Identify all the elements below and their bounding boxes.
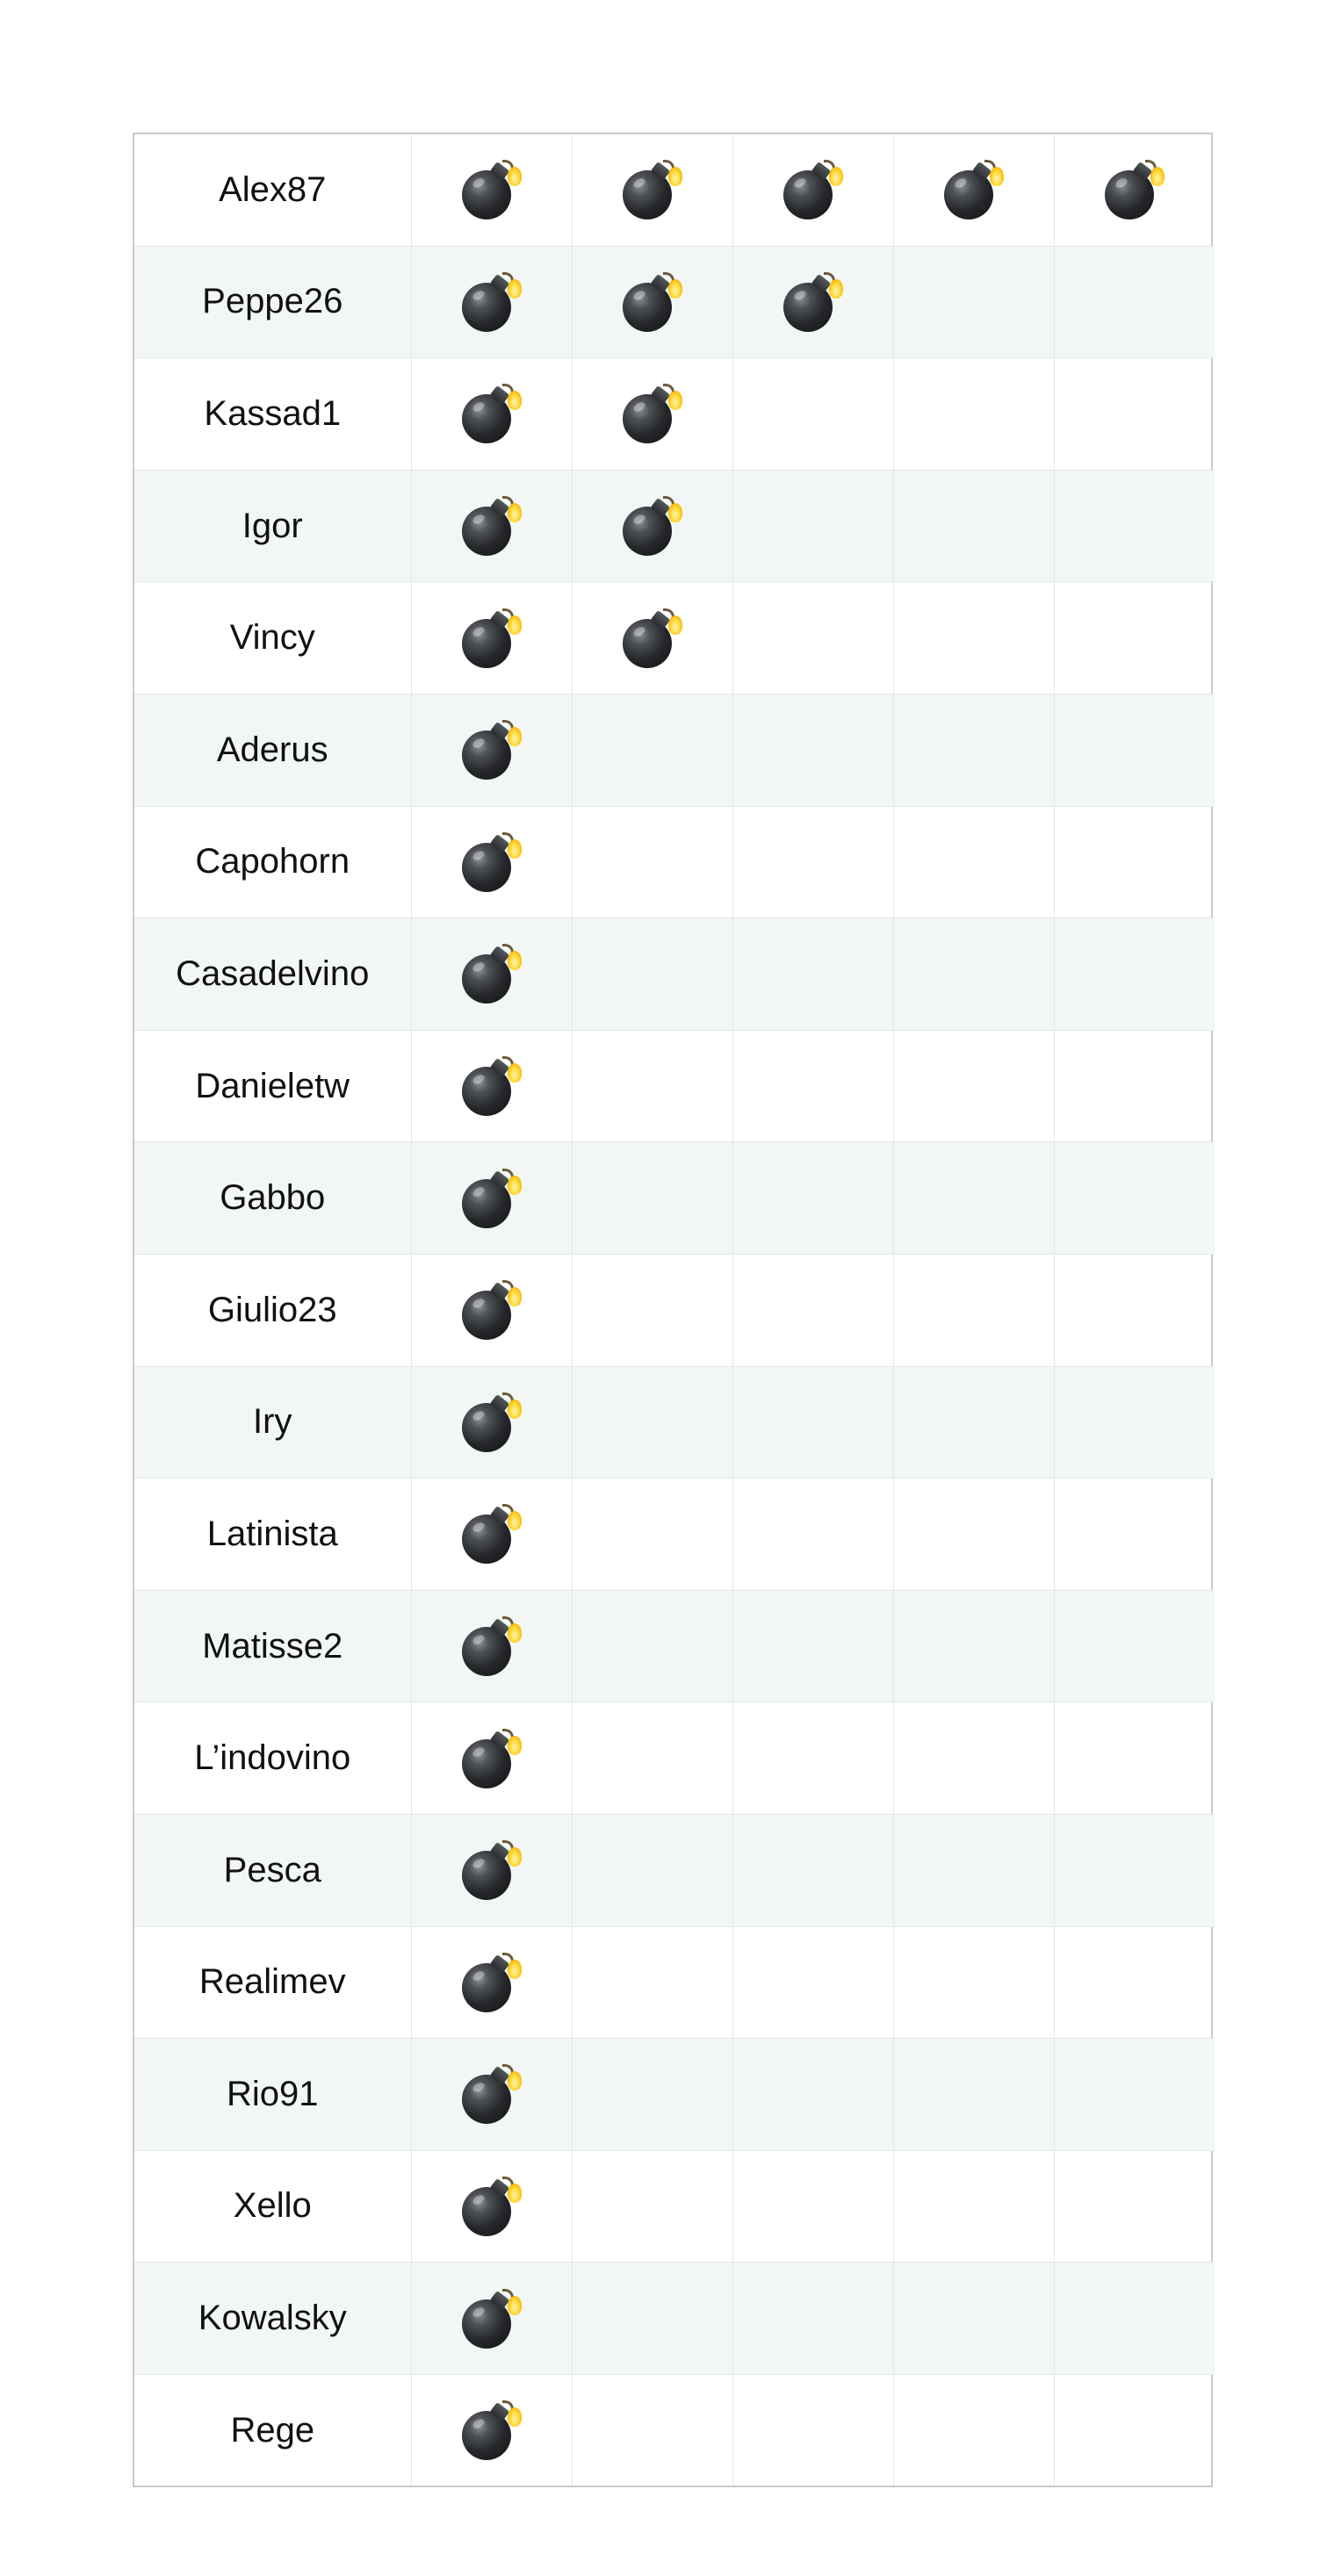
- table-row: [134, 246, 1215, 358]
- bomb-cell: [893, 2150, 1054, 2263]
- bomb-cell: [572, 918, 732, 1031]
- scoreboard-table: [133, 133, 1213, 2487]
- bomb-cell: [893, 2039, 1054, 2151]
- player-name: Danieletw: [134, 1030, 411, 1142]
- bomb-cell: [411, 134, 572, 246]
- bomb-icon: [462, 2289, 522, 2349]
- player-name: Rege: [134, 2374, 411, 2486]
- player-name: Giulio23: [134, 1254, 411, 1366]
- player-name: Gabbo: [134, 1142, 411, 1255]
- player-name: Kowalsky: [134, 2263, 411, 2375]
- bomb-icon: [462, 2177, 522, 2236]
- player-name: L’indovino: [134, 1702, 411, 1815]
- table-row: [134, 1142, 1215, 1255]
- bomb-cell: [411, 2039, 572, 2151]
- bomb-cell: [411, 1814, 572, 1926]
- table-row: [134, 1030, 1215, 1142]
- bomb-cell: [572, 2263, 732, 2375]
- bomb-icon: [783, 160, 843, 219]
- bomb-icon: [462, 1729, 522, 1788]
- bomb-cell: [411, 918, 572, 1031]
- table-row: [134, 582, 1215, 694]
- bomb-cell: [411, 2374, 572, 2486]
- table-row: [134, 2150, 1215, 2263]
- bomb-cell: [411, 246, 572, 358]
- player-name: Capohorn: [134, 806, 411, 918]
- bomb-cell: [1054, 1590, 1215, 1702]
- table-row: [134, 2039, 1215, 2151]
- player-name: Aderus: [134, 694, 411, 806]
- bomb-cell: [732, 1142, 893, 1255]
- bomb-cell: [572, 1479, 732, 1591]
- bomb-icon: [462, 1504, 522, 1564]
- bomb-cell: [572, 1366, 732, 1479]
- bomb-cell: [1054, 1702, 1215, 1815]
- bomb-cell: [893, 2374, 1054, 2486]
- table-row: [134, 694, 1215, 806]
- bomb-cell: [732, 1590, 893, 1702]
- bomb-cell: [893, 134, 1054, 246]
- bomb-cell: [732, 2039, 893, 2151]
- bomb-cell: [1054, 358, 1215, 471]
- bomb-cell: [893, 582, 1054, 694]
- bomb-icon: [462, 1392, 522, 1452]
- bomb-cell: [572, 1254, 732, 1366]
- bomb-cell: [893, 1366, 1054, 1479]
- bomb-cell: [1054, 918, 1215, 1031]
- bomb-cell: [1054, 582, 1215, 694]
- table-row: [134, 1366, 1215, 1479]
- bomb-cell: [1054, 2039, 1215, 2151]
- bomb-cell: [732, 582, 893, 694]
- bomb-cell: [732, 1030, 893, 1142]
- bomb-icon: [462, 1169, 522, 1228]
- bomb-cell: [1054, 1366, 1215, 1479]
- bomb-cell: [411, 582, 572, 694]
- bomb-cell: [411, 2263, 572, 2375]
- table-row: [134, 470, 1215, 582]
- bomb-cell: [572, 134, 732, 246]
- bomb-cell: [572, 470, 732, 582]
- bomb-cell: [1054, 1254, 1215, 1366]
- bomb-cell: [1054, 470, 1215, 582]
- bomb-cell: [411, 1479, 572, 1591]
- bomb-cell: [572, 1030, 732, 1142]
- table-row: [134, 1254, 1215, 1366]
- bomb-cell: [893, 1479, 1054, 1591]
- bomb-cell: [1054, 2263, 1215, 2375]
- bomb-cell: [572, 246, 732, 358]
- bomb-icon: [462, 944, 522, 1004]
- bomb-cell: [893, 358, 1054, 471]
- table-row: [134, 918, 1215, 1031]
- bomb-cell: [572, 1142, 732, 1255]
- bomb-cell: [1054, 134, 1215, 246]
- player-name: Matisse2: [134, 1590, 411, 1702]
- bomb-cell: [893, 246, 1054, 358]
- table-row: [134, 2374, 1215, 2486]
- table-row: [134, 806, 1215, 918]
- table-row: [134, 1590, 1215, 1702]
- table-row: [134, 1702, 1215, 1815]
- player-name: Kassad1: [134, 358, 411, 471]
- bomb-cell: [572, 2374, 732, 2486]
- bomb-cell: [572, 1590, 732, 1702]
- bomb-cell: [732, 246, 893, 358]
- bomb-icon: [783, 272, 843, 332]
- bomb-icon: [623, 384, 682, 443]
- bomb-icon: [462, 2064, 522, 2124]
- bomb-cell: [732, 358, 893, 471]
- player-name: Rio91: [134, 2039, 411, 2151]
- bomb-cell: [732, 1926, 893, 2039]
- player-name: Xello: [134, 2150, 411, 2263]
- bomb-icon: [462, 1953, 522, 2012]
- bomb-cell: [572, 358, 732, 471]
- bomb-icon: [462, 1840, 522, 1900]
- bomb-icon: [462, 608, 522, 668]
- bomb-cell: [1054, 694, 1215, 806]
- bomb-icon: [462, 160, 522, 219]
- bomb-cell: [893, 470, 1054, 582]
- bomb-icon: [462, 384, 522, 443]
- bomb-cell: [732, 1366, 893, 1479]
- player-name: Alex87: [219, 169, 327, 209]
- bomb-icon: [462, 496, 522, 556]
- bomb-cell: [411, 1254, 572, 1366]
- bomb-cell: [732, 2150, 893, 2263]
- bomb-cell: [411, 694, 572, 806]
- bomb-cell: [732, 1254, 893, 1366]
- bomb-icon: [623, 272, 682, 332]
- bomb-cell: [893, 1142, 1054, 1255]
- table-row: [134, 2263, 1215, 2375]
- table-row: [134, 358, 1215, 471]
- bomb-cell: [893, 1030, 1054, 1142]
- bomb-cell: [893, 918, 1054, 1031]
- table-row: [134, 134, 1215, 246]
- player-name: Latinista: [134, 1479, 411, 1591]
- bomb-cell: [893, 1254, 1054, 1366]
- bomb-cell: [411, 1926, 572, 2039]
- bomb-cell: [893, 2263, 1054, 2375]
- bomb-cell: [1054, 1926, 1215, 2039]
- bomb-cell: [572, 2039, 732, 2151]
- player-name: Vincy: [134, 582, 411, 694]
- bomb-cell: [732, 2263, 893, 2375]
- bomb-cell: [893, 1590, 1054, 1702]
- bomb-cell: [1054, 2150, 1215, 2263]
- bomb-cell: [411, 2150, 572, 2263]
- bomb-cell: [1054, 806, 1215, 918]
- bomb-cell: [893, 1814, 1054, 1926]
- bomb-cell: [893, 694, 1054, 806]
- bomb-cell: [732, 134, 893, 246]
- bomb-cell: [1054, 1142, 1215, 1255]
- table-row: [134, 1814, 1215, 1926]
- bomb-cell: [732, 2374, 893, 2486]
- bomb-cell: [572, 806, 732, 918]
- bomb-cell: [732, 1702, 893, 1815]
- bomb-cell: [411, 470, 572, 582]
- bomb-cell: [732, 694, 893, 806]
- bomb-icon: [623, 160, 682, 219]
- bomb-cell: [893, 1926, 1054, 2039]
- bomb-cell: [572, 2150, 732, 2263]
- bomb-cell: [572, 582, 732, 694]
- table-row: [134, 1926, 1215, 2039]
- bomb-cell: [732, 1479, 893, 1591]
- player-name: Realimev: [134, 1926, 411, 2039]
- bomb-cell: [411, 1590, 572, 1702]
- player-name: Pesca: [134, 1814, 411, 1926]
- bomb-cell: [572, 694, 732, 806]
- player-name: Iry: [134, 1366, 411, 1479]
- bomb-cell: [1054, 1030, 1215, 1142]
- bomb-cell: [1054, 1479, 1215, 1591]
- bomb-cell: [732, 806, 893, 918]
- bomb-cell: [411, 1142, 572, 1255]
- bomb-cell: [1054, 1814, 1215, 1926]
- bomb-icon: [462, 2400, 522, 2460]
- bomb-cell: [732, 470, 893, 582]
- bomb-cell: [411, 1702, 572, 1815]
- bomb-cell: [893, 1702, 1054, 1815]
- bomb-cell: [1054, 2374, 1215, 2486]
- bomb-cell: [411, 1030, 572, 1142]
- bomb-icon: [623, 608, 682, 668]
- player-name: Casadelvino: [134, 918, 411, 1031]
- bomb-icon: [462, 272, 522, 332]
- bomb-icon: [944, 160, 1004, 219]
- bomb-cell: [572, 1814, 732, 1926]
- player-name: Igor: [134, 470, 411, 582]
- scoreboard-body: [134, 134, 1215, 2486]
- bomb-icon: [462, 1616, 522, 1676]
- bomb-cell: [732, 918, 893, 1031]
- bomb-cell: [411, 1366, 572, 1479]
- bomb-cell: [1054, 246, 1215, 358]
- bomb-cell: [893, 806, 1054, 918]
- table-row: [134, 1479, 1215, 1591]
- player-name: Peppe26: [134, 246, 411, 358]
- bomb-cell: [572, 1702, 732, 1815]
- bomb-icon: [462, 1280, 522, 1340]
- bomb-cell: [411, 358, 572, 471]
- bomb-cell: [572, 1926, 732, 2039]
- bomb-icon: [462, 720, 522, 780]
- bomb-icon: [623, 496, 682, 556]
- bomb-cell: [732, 1814, 893, 1926]
- bomb-icon: [1105, 160, 1165, 219]
- bomb-icon: [462, 832, 522, 892]
- bomb-cell: [411, 806, 572, 918]
- bomb-icon: [462, 1056, 522, 1116]
